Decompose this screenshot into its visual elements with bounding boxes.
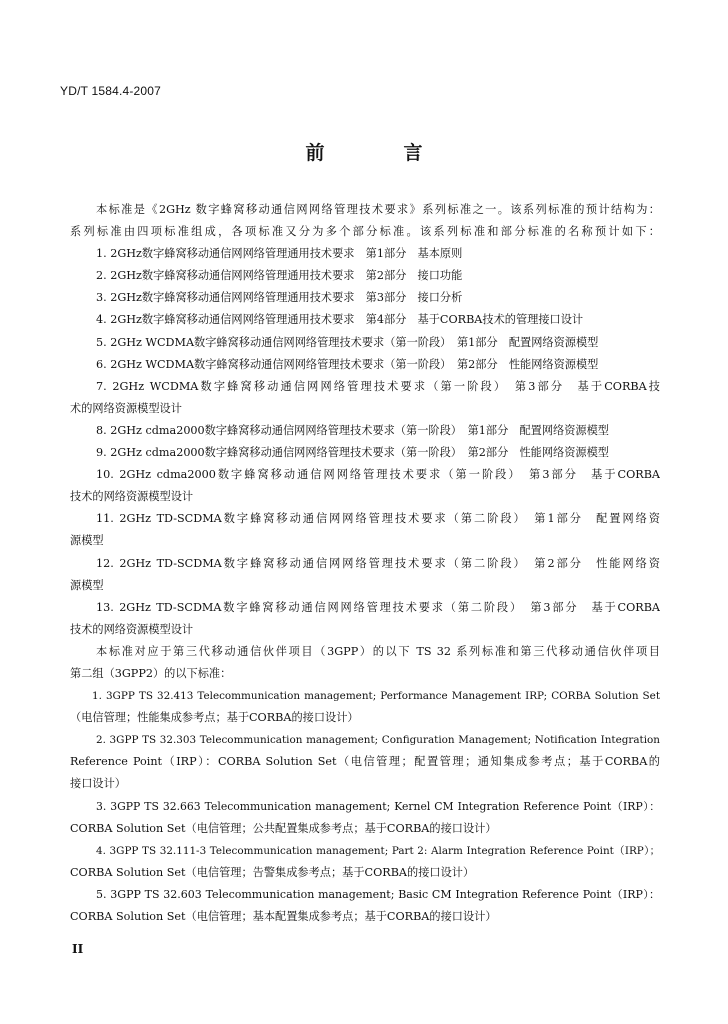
paragraph-line: 本标准对应于第三代移动通信伙伴项目（3GPP）的以下 TS 32 系列标准和第三代移动通信伙伴项目 [96, 644, 660, 658]
list-item: 7. 2GHz WCDMA数字蜂窝移动通信网网络管理技术要求（第一阶段） 第3部分 基于CORBA技 [96, 379, 660, 393]
list-item: 5. 2GHz WCDMA数字蜂窝移动通信网网络管理技术要求（第一阶段） 第1部分 配置网络资源模型 [96, 335, 599, 349]
list-item: 12. 2GHz TD-SCDMA数字蜂窝移动通信网网络管理技术要求（第二阶段） 第2部分 性能网络资 [96, 556, 660, 570]
page-number: II [72, 942, 84, 956]
list-item-continuation: 技术的网络资源模型设计 [70, 622, 194, 636]
list-item: 6. 2GHz WCDMA数字蜂窝移动通信网网络管理技术要求（第一阶段） 第2部分 性能网络资源模型 [96, 357, 599, 371]
list-item-continuation: 接口设计） [70, 777, 126, 791]
list-item: 13. 2GHz TD-SCDMA数字蜂窝移动通信网网络管理技术要求（第二阶段） 第3部分 基于CORBA [96, 600, 660, 614]
list-item-continuation: CORBA Solution Set（电信管理；公共配置集成参考点；基于CORBA的接口设计） [70, 821, 497, 835]
list-item: 11. 2GHz TD-SCDMA数字蜂窝移动通信网网络管理技术要求（第二阶段） 第1部分 配置网络资 [96, 512, 660, 526]
paragraph-line: 本标准是《2GHz 数字蜂窝移动通信网网络管理技术要求》系列标准之一。该系列标准的预计结构为： [96, 203, 660, 216]
paragraph-line: 系列标准由四项标准组成，各项标准又分为多个部分标准。该系列标准和部分标准的名称预计如下： [70, 225, 660, 239]
list-item: 10. 2GHz cdma2000数字蜂窝移动通信网网络管理技术要求（第一阶段） 第3部分 基于CORBA [96, 468, 660, 482]
list-item: 3. 3GPP TS 32.663 Telecommunication management; Kernel CM Integration Reference Point（IRP）： [96, 799, 660, 813]
standard-code: YD/T 1584.4-2007 [60, 84, 162, 98]
list-item: 2. 2GHz数字蜂窝移动通信网网络管理通用技术要求 第2部分 接口功能 [96, 269, 463, 283]
page-title: 前 言 [305, 142, 453, 164]
list-item: 8. 2GHz cdma2000数字蜂窝移动通信网网络管理技术要求（第一阶段） 第1部分 配置网络资源模型 [96, 423, 609, 437]
paragraph-line: 第二组（3GPP2）的以下标准： [70, 666, 232, 680]
list-item-continuation: 源模型 [70, 534, 104, 548]
list-item-continuation: 术的网络资源模型设计 [70, 401, 182, 415]
list-item: 1. 3GPP TS 32.413 Telecommunication management; Performance Management IRP; CORBA Solution Set [92, 690, 660, 703]
body-text [70, 199, 660, 928]
list-item-continuation: （电信管理；性能集成参考点；基于CORBA的接口设计） [70, 711, 359, 725]
list-item: 1. 2GHz数字蜂窝移动通信网网络管理通用技术要求 第1部分 基本原则 [96, 247, 463, 261]
list-item: 3. 2GHz数字蜂窝移动通信网网络管理通用技术要求 第3部分 接口分析 [96, 291, 463, 305]
list-item: 4. 2GHz数字蜂窝移动通信网网络管理通用技术要求 第4部分 基于CORBA技术的管理接口设计 [96, 313, 584, 327]
list-item-continuation: Reference Point（IRP）：CORBA Solution Set（电信管理；配置管理；通知集成参考点；基于CORBA的 [70, 755, 660, 769]
list-item-continuation: 技术的网络资源模型设计 [70, 490, 194, 504]
list-item: 9. 2GHz cdma2000数字蜂窝移动通信网网络管理技术要求（第一阶段） 第2部分 性能网络资源模型 [96, 446, 609, 460]
list-item-continuation: 源模型 [70, 578, 104, 592]
list-item-continuation: CORBA Solution Set（电信管理；告警集成参考点；基于CORBA的接口设计） [70, 865, 475, 879]
list-item: 2. 3GPP TS 32.303 Telecommunication management; Configuration Management; Notification Integration [96, 734, 660, 747]
list-item-continuation: CORBA Solution Set（电信管理；基本配置集成参考点；基于CORBA的接口设计） [70, 910, 497, 923]
list-item: 5. 3GPP TS 32.603 Telecommunication management; Basic CM Integration Reference Point（IRP）： [96, 887, 660, 901]
list-item: 4. 3GPP TS 32.111-3 Telecommunication management; Part 2: Alarm Integration Reference Point（IRP）； [96, 844, 660, 857]
